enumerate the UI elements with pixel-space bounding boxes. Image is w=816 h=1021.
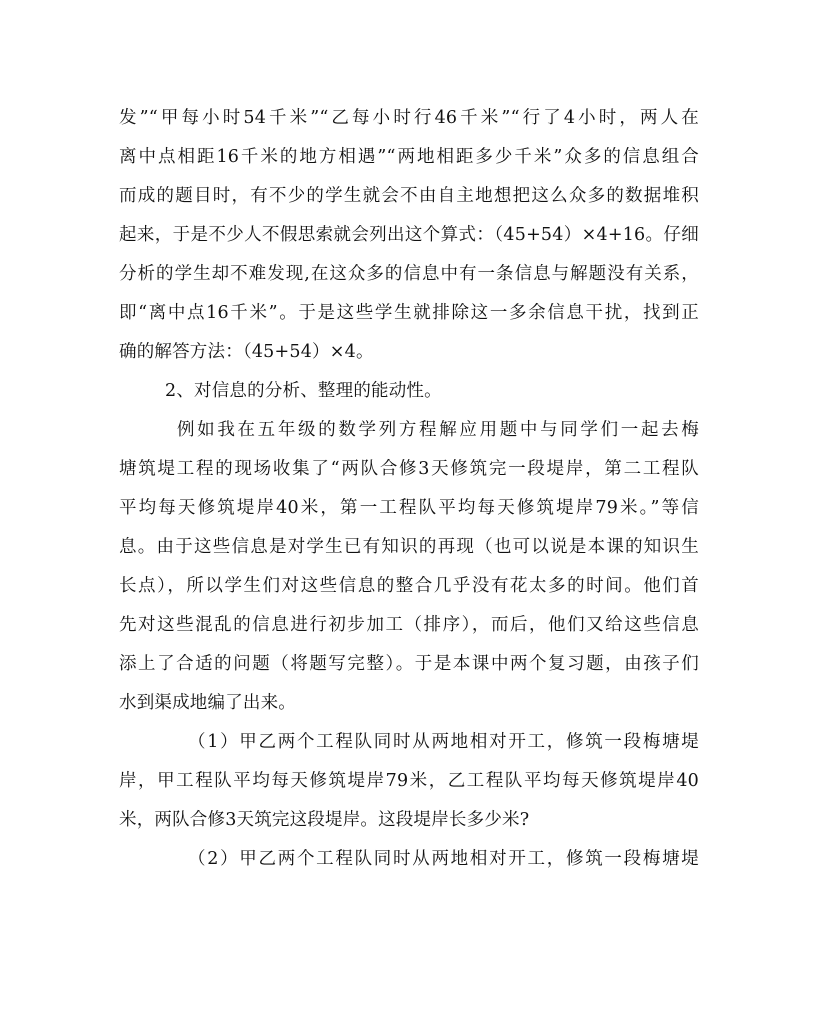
text-line: 塘筑堤工程的现场收集了“两队合修3天修筑完一段堤岸，第二工程队 (119, 459, 699, 479)
text-line: 即“离中点16千米”。于是这些学生就排除这一多余信息干扰，找到正 (119, 303, 699, 323)
text-line: 而成的题目时，有不少的学生就会不由自主地想把这么众多的数据堆积 (119, 186, 699, 206)
problem-1-first-line: （1）甲乙两个工程队同时从两地相对开工，修筑一段梅塘堤 (188, 732, 699, 752)
text-line: 起来，于是不少人不假思索就会列出这个算式：（45+54）×4+16。仔细 (119, 225, 699, 245)
section-heading: 2、对信息的分析、整理的能动性。 (165, 381, 442, 401)
text-line: 分析的学生却不难发现,在这众多的信息中有一条信息与解题没有关系， (119, 264, 699, 284)
problem-2-first-line: （2）甲乙两个工程队同时从两地相对开工，修筑一段梅塘堤 (188, 849, 699, 869)
text-line: 确的解答方法：（45+54）×4。 (119, 342, 374, 362)
paragraph-first-line: 例如我在五年级的数学列方程解应用题中与同学们一起去梅 (177, 420, 699, 440)
text-line: 添上了合适的问题（将题写完整）。于是本课中两个复习题，由孩子们 (119, 654, 699, 674)
text-line: 米，两队合修3天筑完这段堤岸。这段堤岸长多少米? (119, 810, 530, 830)
text-line: 发”“甲每小时54千米”“乙每小时行46千米”“行了4小时，两人在 (119, 108, 699, 128)
text-line: 岸，甲工程队平均每天修筑堤岸79米，乙工程队平均每天修筑堤岸40 (119, 771, 699, 791)
text-line: 水到渠成地编了出来。 (119, 693, 296, 713)
text-line: 先对这些混乱的信息进行初步加工（排序），而后，他们又给这些信息 (119, 615, 699, 635)
text-line: 平均每天修筑堤岸40米，第一工程队平均每天修筑堤岸79米。”等信 (119, 498, 699, 518)
text-line: 离中点相距16千米的地方相遇”“两地相距多少千米”众多的信息组合 (119, 147, 699, 167)
text-line: 息。由于这些信息是对学生已有知识的再现（也可以说是本课的知识生 (119, 537, 699, 557)
text-line: 长点），所以学生们对这些信息的整合几乎没有花太多的时间。他们首 (119, 576, 699, 596)
